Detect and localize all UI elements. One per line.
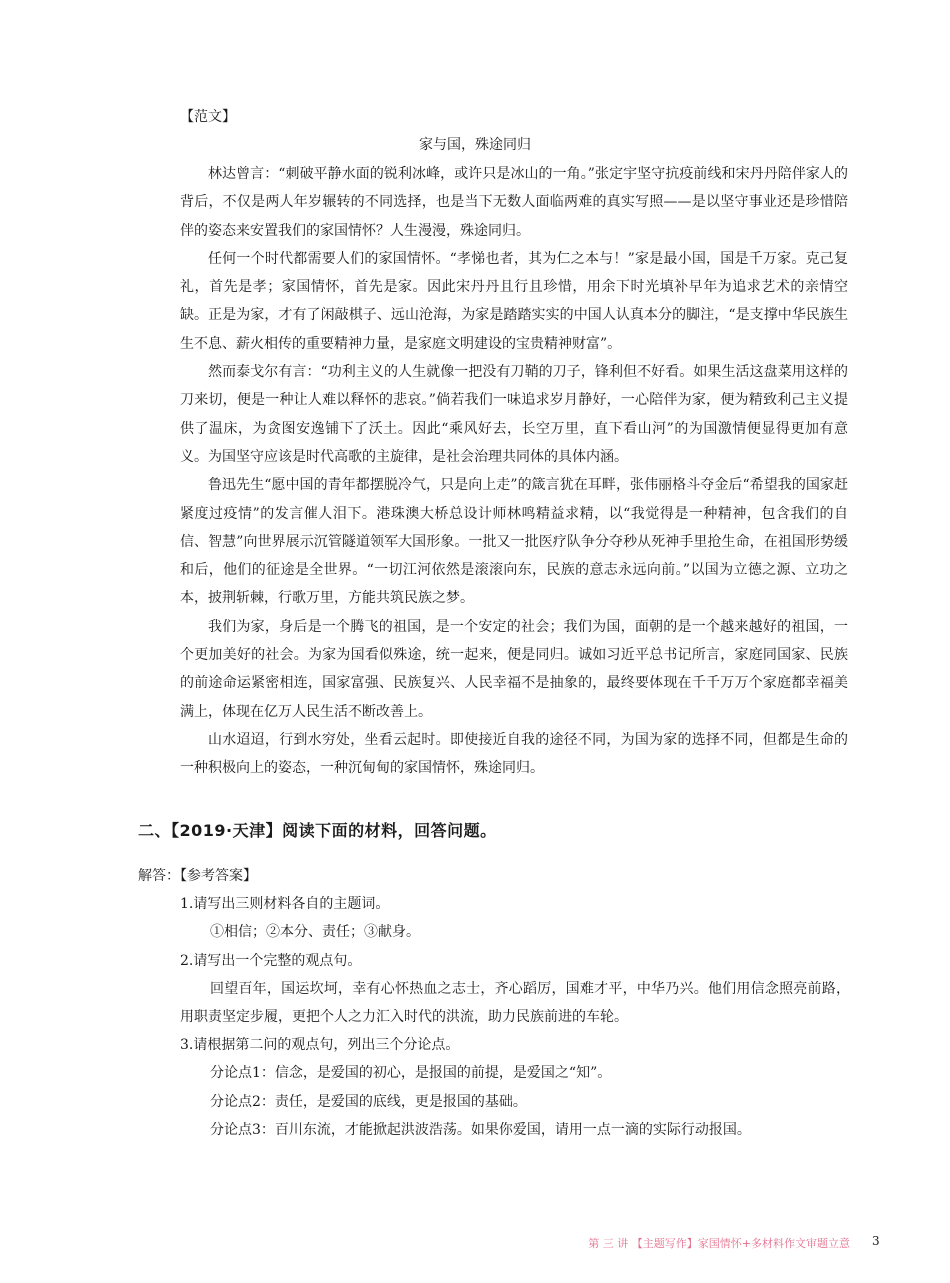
sub-point-2: 分论点2：责任，是爱国的底线，更是报国的基础。 <box>210 1093 527 1110</box>
sub-point-1: 分论点1：信念，是爱国的初心，是报国的前提，是爱国之“知”。 <box>210 1065 612 1082</box>
sub-point-3: 分论点3：百川东流，才能掀起洪波浩荡。如果你爱国，请用一点一滴的实际行动报国。 <box>210 1121 751 1138</box>
essay-paragraph: 任何一个时代都需要人们的家国情怀。“孝悌也者，其为仁之本与！”家是最小国，国是千万家。克己复礼，首先是孝；家国情怀，首先是家。因此宋丹丹且行且珍惜，用余下时光填补早年为追求艺术的亲情空缺。正是为家，才有了闲敲棋子、远山沧海，为家是踏踏实实的中国人认真本分的脚注，“是支撑中华民族生生不息、薪火相传的重要精神力量，是家庭文明建设的宝贵精神财富”。 <box>180 250 848 352</box>
answer-2: 回望百年，国运坎坷，幸有心怀热血之志士，齐心蹈厉，国难才平，中华乃兴。他们用信念照亮前路，用职责坚定步履，更把个人之力汇入时代的洪流，助力民族前进的车轮。 <box>180 980 850 1026</box>
question-2: 2.请写出一个完整的观点句。 <box>180 952 362 969</box>
question-1: 1.请写出三则材料各自的主题词。 <box>180 896 390 913</box>
essay-paragraph: 然而泰戈尔有言：“功利主义的人生就像一把没有刀鞘的刀子，锋利但不好看。如果生活这盘菜用这样的刀来切，便是一种让人难以释怀的悲哀。”倘若我们一味追求岁月静好，一心陪伴为家，便为精致利己主义提供了温床，为贪图安逸铺下了沃土。因此“乘风好去，长空万里，直下看山河”的为国激情便显得更加有意义。为国坚守应该是时代高歌的主旋律，是社会治理共同体的具体内涵。 <box>180 364 848 465</box>
footer-title: 第 三 讲 【主题写作】家国情怀+多材料作文审题立意 <box>588 1237 850 1250</box>
section-heading: 二、【2019·天津】阅读下面的材料，回答问题。 <box>138 821 497 840</box>
sample-essay-label: 【范文】 <box>180 109 236 125</box>
essay-paragraph: 我们为家，身后是一个腾飞的祖国，是一个安定的社会；我们为国，面朝的是一个越来越好的祖国，一个更加美好的社会。为家为国看似殊途，统一起来，便是同归。诚如习近平总书记所言，家庭同国家、民族的前途命运紧密相连，国家富强、民族复兴、人民幸福不是抽象的，最终要体现在千千万万个家庭都幸福美满上，体现在亿万人民生活不断改善上。 <box>180 618 848 720</box>
essay-paragraph: 鲁迅先生“愿中国的青年都摆脱冷气，只是向上走”的箴言犹在耳畔，张伟丽格斗夺金后“希望我的国家赶紧度过疫情”的发言催人泪下。港珠澳大桥总设计师林鸣精益求精，以“我觉得是一种精神，包含我们的自信、智慧”向世界展示沉管隧道领军大国形象。一批又一批医疗队争分夺秒从死神手里抢生命，在祖国形势缓和后，他们的征途是全世界。“一切江河依然是滚滚向东，民族的意志永远向前。”以国为立德之源、立功之本，披荆斩棘，行歌万里，方能共筑民族之梦。 <box>180 477 848 607</box>
essay-title: 家与国，殊途同归 <box>419 137 531 153</box>
answer-block <box>138 862 850 1144</box>
page-number: 3 <box>872 1234 880 1248</box>
essay-paragraph: 林达曾言：“刺破平静水面的锐利冰峰，或许只是冰山的一角。”张定宇坚守抗疫前线和宋丹丹陪伴家人的背后，不仅是两人年岁辗转的不同选择，也是当下无数人面临两难的真实写照——是以坚守事业还是珍惜陪伴的姿态来安置我们的家国情怀？人生漫漫，殊途同归。 <box>180 166 848 239</box>
essay-paragraph: 山水迢迢，行到水穷处，坐看云起时。即使接近自我的途径不同，为国为家的选择不同，但都是生命的一种积极向上的姿态，一种沉甸甸的家国情怀，殊途同归。 <box>180 731 848 777</box>
answer-1: ①相信；②本分、责任；③献身。 <box>210 924 420 941</box>
answer-label: 解答：【参考答案】 <box>138 868 257 884</box>
question-3: 3.请根据第二问的观点句，列出三个分论点。 <box>180 1037 460 1054</box>
essay-body <box>180 160 848 783</box>
